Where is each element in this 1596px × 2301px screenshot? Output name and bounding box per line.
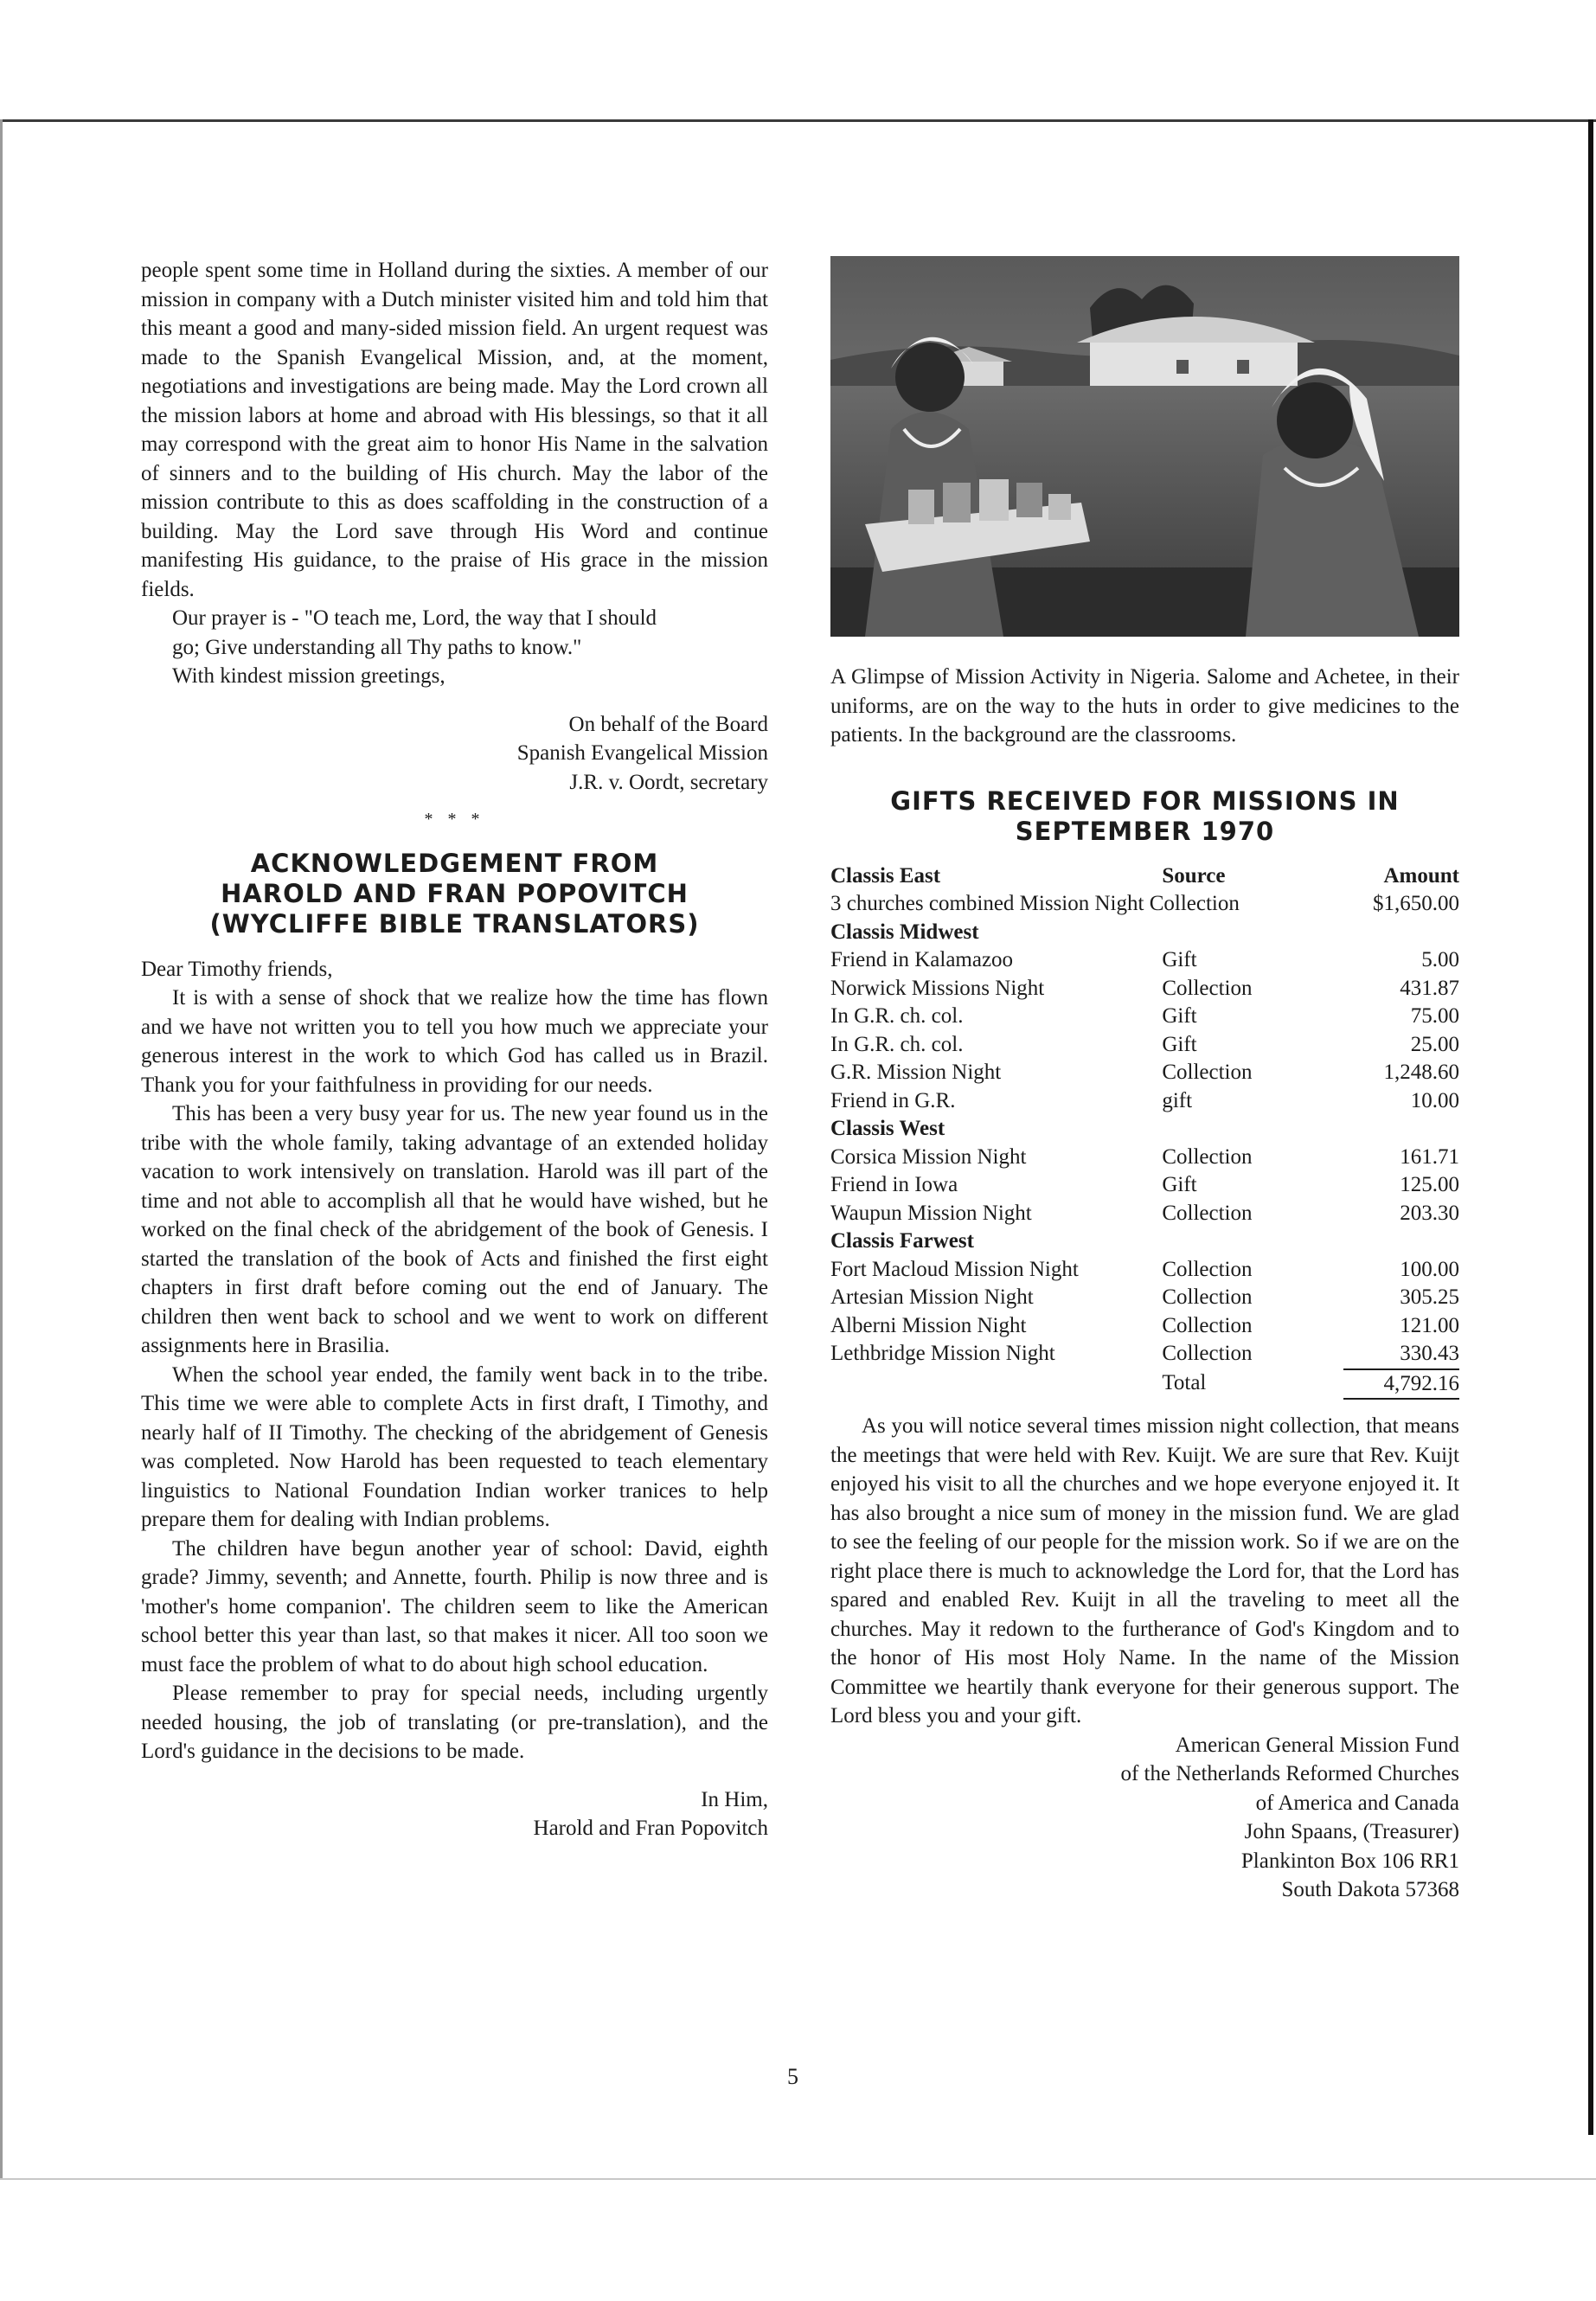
section-divider-stars: * * * <box>424 810 485 829</box>
row-name: Friend in Iowa <box>830 1173 958 1196</box>
row-amount: 1,248.60 <box>1383 1061 1459 1084</box>
fund-line-3: of America and Canada <box>1255 1791 1459 1815</box>
total-row <box>830 1369 1459 1400</box>
scan-edge-bottom <box>0 2178 1596 2180</box>
row-source: Collection <box>1162 1285 1253 1309</box>
row-name: In G.R. ch. col. <box>830 1032 964 1056</box>
signature-line-3: J.R. v. Oordt, secretary <box>569 770 768 794</box>
row-source: Collection <box>1162 1201 1253 1225</box>
col-source: Source <box>1162 863 1226 888</box>
table-row <box>830 1171 1459 1200</box>
prayer-line-2: go; Give understanding all Thy paths to know." <box>172 635 582 659</box>
classis-midwest-row <box>830 919 1459 947</box>
row-name: Friend in G.R. <box>830 1088 956 1112</box>
letter-signature: Harold and Fran Popovitch <box>533 1817 768 1840</box>
fund-line-1: American General Mission Fund <box>1175 1733 1459 1757</box>
row-name: Artesian Mission Night <box>830 1285 1034 1309</box>
heading-line-2: HAROLD AND FRAN POPOVITCH <box>221 878 689 908</box>
greeting: With kindest mission greetings, <box>172 664 445 688</box>
total-label: Total <box>1162 1370 1207 1394</box>
col-classis-east: Classis East <box>830 863 941 888</box>
classis-west-label: Classis West <box>830 1117 945 1140</box>
left-column <box>141 256 768 1843</box>
row-source: Collection <box>1162 976 1253 1000</box>
heading-line-1: ACKNOWLEDGEMENT FROM <box>250 848 659 878</box>
row-source: gift <box>1162 1088 1193 1112</box>
classis-midwest-label: Classis Midwest <box>830 920 979 944</box>
table-row <box>830 1031 1459 1060</box>
row-source: Collection <box>1162 1061 1253 1084</box>
row-amount: 125.00 <box>1400 1173 1459 1196</box>
signature-line-2: Spanish Evangelical Mission <box>516 741 768 765</box>
letter-paragraph-5: Please remember to pray for special needs, including urgently needed housing, the job of translating (or pre-translation), and the Lord's guidance in the decisions to be made. <box>141 1682 768 1763</box>
table-header-row <box>830 862 1459 891</box>
table-row <box>830 1284 1459 1312</box>
scan-edge-left <box>0 119 3 2178</box>
row-amount: 25.00 <box>1410 1032 1459 1056</box>
row-amount: 75.00 <box>1410 1004 1459 1028</box>
row-amount: 10.00 <box>1410 1088 1459 1112</box>
row-amount: 100.00 <box>1400 1257 1459 1281</box>
table-row <box>830 1059 1459 1087</box>
scan-edge-top <box>0 119 1596 122</box>
row-amount: 203.30 <box>1400 1201 1459 1225</box>
row-name: In G.R. ch. col. <box>830 1004 964 1028</box>
row-source: Gift <box>1162 1173 1197 1196</box>
row-name: Corsica Mission Night <box>830 1144 1027 1169</box>
table-row <box>830 890 1459 919</box>
row-name: 3 churches combined Mission Night Collection <box>830 892 1240 915</box>
row-name: Friend in Kalamazoo <box>830 948 1014 971</box>
table-row <box>830 1312 1459 1341</box>
classis-farwest-row <box>830 1227 1459 1256</box>
row-name: Alberni Mission Night <box>830 1313 1027 1337</box>
classis-farwest-label: Classis Farwest <box>830 1229 974 1253</box>
row-amount: $1,650.00 <box>1373 892 1459 915</box>
fund-line-6: South Dakota 57368 <box>1281 1878 1459 1901</box>
table-row <box>830 1340 1459 1369</box>
row-amount: 5.00 <box>1421 948 1459 971</box>
gifts-heading-line-2: SEPTEMBER 1970 <box>1015 816 1275 846</box>
salutation: Dear Timothy friends, <box>141 957 333 981</box>
col-amount: Amount <box>1383 863 1459 888</box>
row-source: Collection <box>1162 1313 1253 1337</box>
table-row <box>830 1200 1459 1228</box>
row-amount: 305.25 <box>1400 1285 1459 1309</box>
gifts-heading-line-1: GIFTS RECEIVED FOR MISSIONS IN <box>890 785 1400 816</box>
table-row <box>830 1256 1459 1285</box>
table-row <box>830 1003 1459 1031</box>
row-source: Collection <box>1162 1342 1253 1365</box>
letter-paragraph-2: This has been a very busy year for us. The new year found us in the tribe with the whole family, taking advantage of an extended holiday vacation to work intensively on translation. Harold was ill part of the time and not able to accomplish all that he would have wished, but he worked on the final check of the abridgement of the book of Genesis. I started the translation of the book of Acts and finished the first eight chapters in first draft before coming out the end of January. The children then went back to school and we went to work on different assignments here in Brasilia. <box>141 1102 768 1357</box>
acknowledgement-heading <box>141 849 768 939</box>
row-amount: 431.87 <box>1400 976 1459 1000</box>
row-amount: 161.71 <box>1400 1144 1459 1169</box>
row-source: Gift <box>1162 1004 1197 1028</box>
table-row <box>830 1087 1459 1116</box>
table-row <box>830 946 1459 975</box>
letter-closing: In Him, <box>701 1787 768 1811</box>
nigeria-mission-photo <box>830 256 1459 637</box>
row-name: Waupun Mission Night <box>830 1201 1032 1225</box>
fund-line-5: Plankinton Box 106 RR1 <box>1240 1849 1459 1873</box>
classis-west-row <box>830 1115 1459 1144</box>
row-source: Gift <box>1162 1032 1197 1056</box>
prayer-line-1: Our prayer is - "O teach me, Lord, the way that I should <box>172 606 657 630</box>
page-number: 5 <box>787 2064 798 2089</box>
row-name: Norwick Missions Night <box>830 976 1045 1000</box>
photo-caption: A Glimpse of Mission Activity in Nigeria. Salome and Achetee, in their uniforms, are on the way to the huts in order to give medicines to the patients. In the background are the classrooms. <box>830 665 1459 747</box>
fund-line-2: of the Netherlands Reformed Churches <box>1120 1762 1459 1785</box>
scan-edge-right <box>1588 119 1593 2135</box>
letter-paragraph-1: It is with a sense of shock that we realize how the time has flown and we have not written you to tell you how much we appreciate your generous interest in the work to which God has called us in Brazil. Thank you for your faithfulness in providing for our needs. <box>141 986 768 1097</box>
row-name: Lethbridge Mission Night <box>830 1342 1055 1365</box>
gifts-heading <box>830 786 1459 847</box>
letter-paragraph-3: When the school year ended, the family went back in to the tribe. This time we were able to complete Acts in first draft, I Timothy, and nearly half of II Timothy. The checking of the abridgement of Genesis was completed. Now Harold has been requested to teach elementary linguistics to National Foundation Indian worker tranices to help prepare them for dealing with Indian problems. <box>141 1362 768 1531</box>
row-source: Collection <box>1162 1144 1253 1169</box>
row-amount: 330.43 <box>1343 1340 1459 1369</box>
row-source: Collection <box>1162 1257 1253 1281</box>
table-row <box>830 975 1459 1003</box>
mission-letter-body: people spent some time in Holland during the sixties. A member of our mission in company with a Dutch minister visited him and told him that this meant a good and many-sided mission field. An urgent request was made to the Spanish Evangelical Mission, and, at the moment, negotiations and investigations are being made. May the Lord crown all the mission labors at home and abroad with His blessings, so that it all may correspond with the great aim to honor His Name in the salvation of sinners and to the building of His church. May the labor of the mission contribute to this as does scaffolding in the construction of a building. May the Lord save through His Word and continue manifesting His guidance, to the praise of His grace in the mission fields. <box>141 259 768 601</box>
total-amount: 4,792.16 <box>1343 1369 1459 1400</box>
right-column <box>830 256 1459 1905</box>
signature-line-1: On behalf of the Board <box>568 712 768 736</box>
letter-paragraph-4: The children have begun another year of school: David, eighth grade? Jimmy, seventh; and Annette, fourth. Philip is now three and is 'mother's home companion'. The children seem to like the American school better this year than last, so that makes it nicer. All too soon we must face the problem of what to do about high school education. <box>141 1536 768 1676</box>
fund-line-4: John Spaans, (Treasurer) <box>1244 1820 1459 1843</box>
row-source: Gift <box>1162 948 1197 971</box>
row-amount: 121.00 <box>1400 1313 1459 1337</box>
table-row <box>830 1144 1459 1172</box>
row-name: Fort Macloud Mission Night <box>830 1257 1079 1281</box>
heading-line-3: (WYCLIFFE BIBLE TRANSLATORS) <box>209 908 700 939</box>
gifts-table <box>830 862 1459 1400</box>
row-name: G.R. Mission Night <box>830 1061 1002 1084</box>
gifts-note: As you will notice several times mission night collection, that means the meetings that were held with Rev. Kuijt. We are sure that Rev. Kuijt enjoyed his visit to all the churches and we hope everyone enjoyed it. It has also brought a nice sum of money in the mission fund. We are glad to see the feeling of our people for the mission work. So if we are on the right place there is much to acknowledge the Lord for, that the Lord has spared and enabled Rev. Kuijt in all the traveling to meet all the churches. May it redown to the furtherance of God's Kingdom and to the honor of His most Holy Name. In the name of the Mission Committee we heartily thank everyone for their generous support. The Lord bless you and your gift. <box>830 1414 1459 1727</box>
